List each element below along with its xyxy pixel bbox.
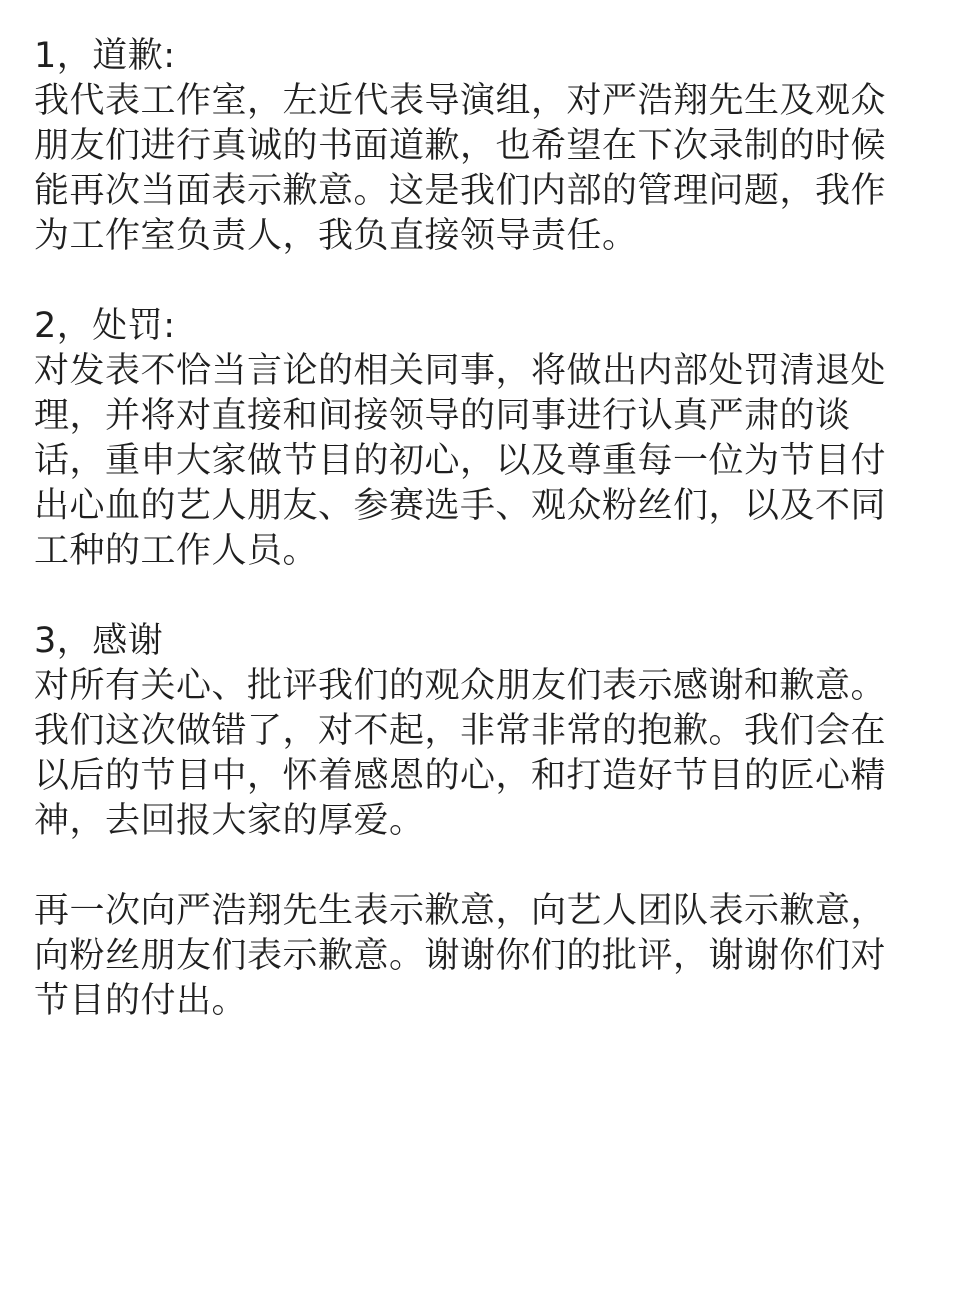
section-heading: 3，感谢 bbox=[34, 621, 164, 661]
section-apology bbox=[34, 34, 934, 259]
section-punishment bbox=[34, 304, 934, 574]
paragraph-line: 理，并将对直接和间接领导的同事进行认真严肃的谈 bbox=[34, 396, 851, 436]
paragraph-line: 对所有关心、批评我们的观众朋友们表示感谢和歉意。 bbox=[34, 666, 887, 706]
paragraph-line: 神，去回报大家的厚爱。 bbox=[34, 801, 425, 841]
paragraph-line: 为工作室负责人，我负直接领导责任。 bbox=[34, 216, 638, 256]
paragraph-line: 出心血的艺人朋友、参赛选手、观众粉丝们，以及不同 bbox=[34, 486, 887, 526]
paragraph-line: 节目的付出。 bbox=[34, 981, 248, 1021]
section-heading: 1，道歉: bbox=[34, 36, 176, 76]
paragraph-line: 能再次当面表示歉意。这是我们内部的管理问题，我作 bbox=[34, 171, 887, 211]
section-heading: 2，处罚: bbox=[34, 306, 176, 346]
paragraph-line: 话，重申大家做节目的初心，以及尊重每一位为节目付 bbox=[34, 441, 887, 481]
section-closing bbox=[34, 889, 934, 1024]
paragraph-line: 再一次向严浩翔先生表示歉意，向艺人团队表示歉意， bbox=[34, 891, 887, 931]
paragraph-line: 对发表不恰当言论的相关同事，将做出内部处罚清退处 bbox=[34, 351, 887, 391]
paragraph-line: 向粉丝朋友们表示歉意。谢谢你们的批评，谢谢你们对 bbox=[34, 936, 887, 976]
paragraph-line: 我们这次做错了，对不起，非常非常的抱歉。我们会在 bbox=[34, 711, 887, 751]
paragraph-line: 工种的工作人员。 bbox=[34, 531, 319, 571]
section-thanks bbox=[34, 619, 934, 844]
document-body bbox=[34, 34, 934, 1024]
paragraph-line: 朋友们进行真诚的书面道歉，也希望在下次录制的时候 bbox=[34, 126, 887, 166]
paragraph-line: 以后的节目中，怀着感恩的心，和打造好节目的匠心精 bbox=[34, 756, 887, 796]
paragraph-line: 我代表工作室，左近代表导演组，对严浩翔先生及观众 bbox=[34, 81, 887, 121]
